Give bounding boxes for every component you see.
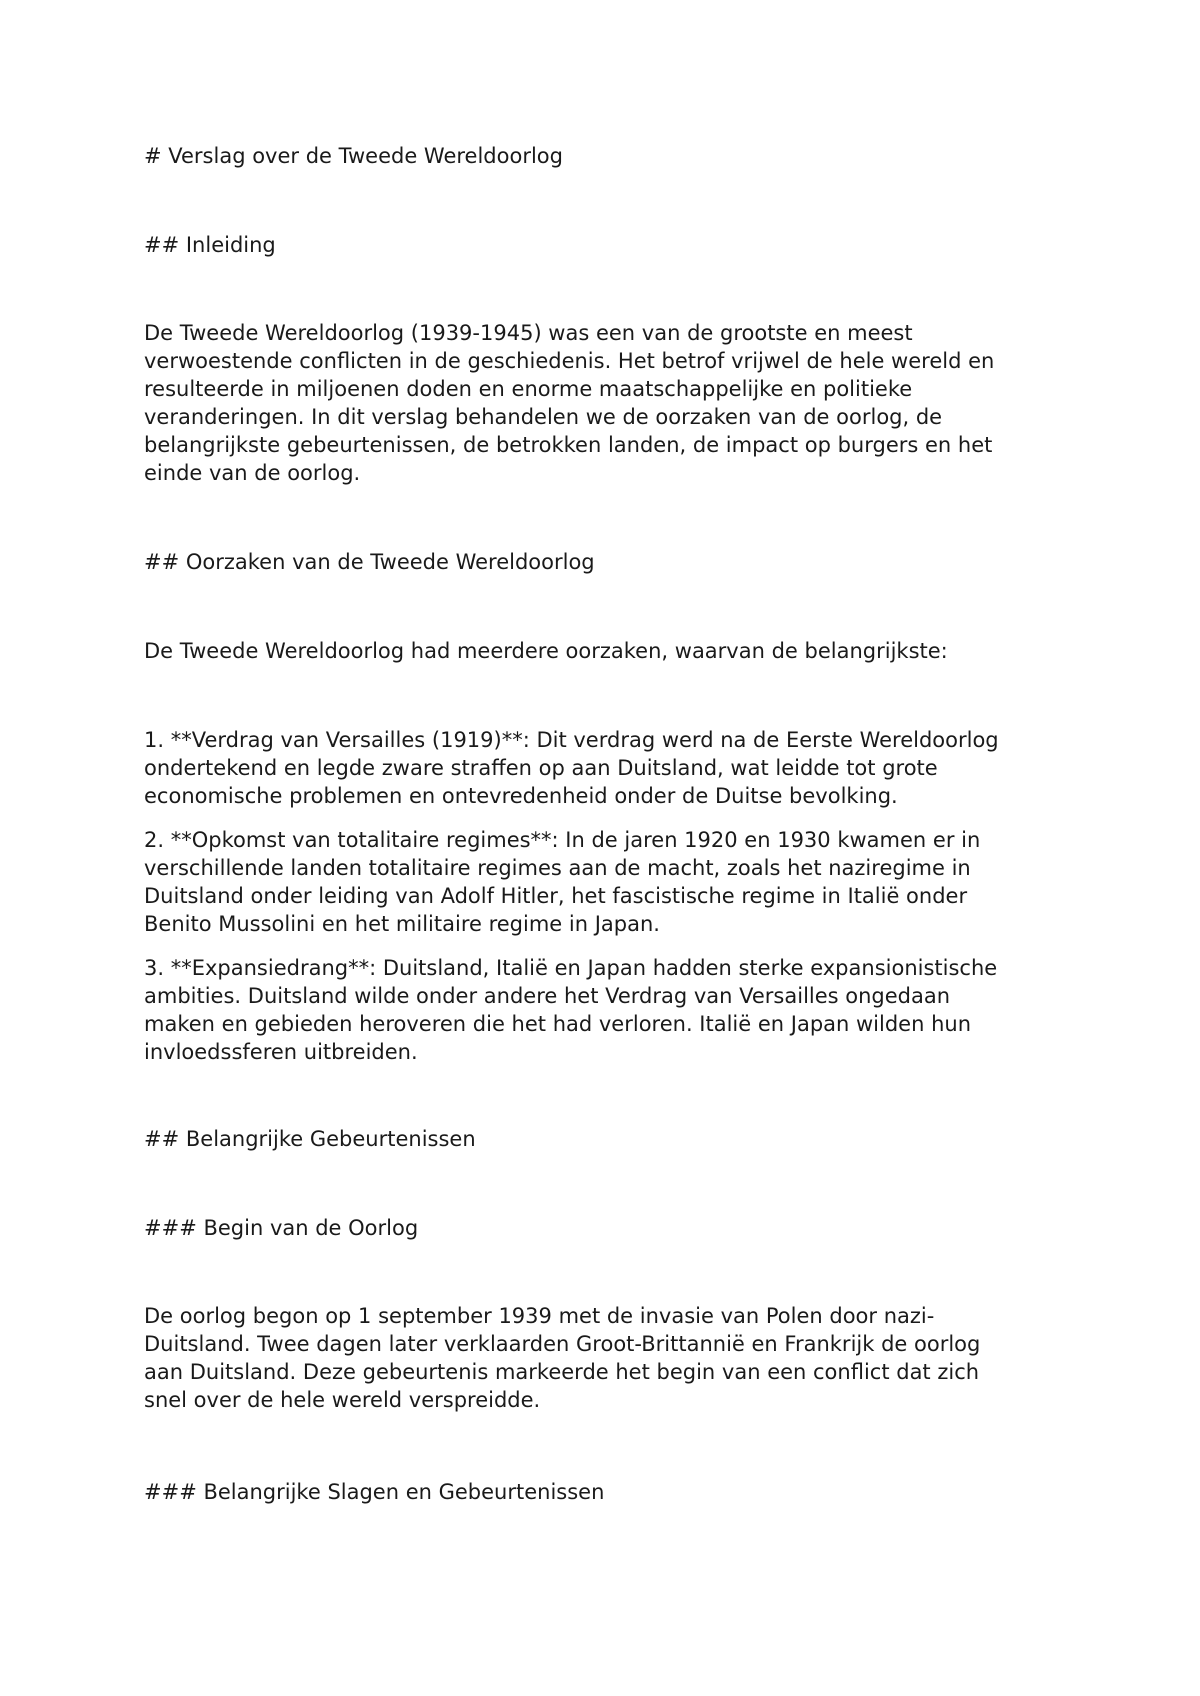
list-item-line: ambities. Duitsland wilde onder andere het Verdrag van Versailles ongedaan xyxy=(144,984,951,1008)
begin-paragraph xyxy=(144,1302,1064,1414)
paragraph-line: De Tweede Wereldoorlog (1939-1945) was een van de grootste en meest xyxy=(144,321,913,345)
oorzaken-intro xyxy=(144,637,1064,665)
list-item-line: maken en gebieden heroveren die het had verloren. Italië en Japan wilden hun xyxy=(144,1012,972,1036)
list-item-line: invloedssferen uitbreiden. xyxy=(144,1040,418,1064)
section-heading-inleiding xyxy=(144,231,1064,259)
heading-text: ## Inleiding xyxy=(144,233,276,257)
section-heading-oorzaken xyxy=(144,548,1064,576)
heading-text: ### Belangrijke Slagen en Gebeurtenissen xyxy=(144,1480,605,1504)
list-item-line: Benito Mussolini en het militaire regime in Japan. xyxy=(144,912,660,936)
heading-text: ## Oorzaken van de Tweede Wereldoorlog xyxy=(144,550,595,574)
paragraph-line: snel over de hele wereld verspreidde. xyxy=(144,1388,541,1412)
list-item xyxy=(144,954,1064,1066)
subsection-heading-begin xyxy=(144,1214,1064,1242)
list-item-line: ondertekend en legde zware straffen op aan Duitsland, wat leidde tot grote xyxy=(144,756,938,780)
paragraph-line: aan Duitsland. Deze gebeurtenis markeerde het begin van een conflict dat zich xyxy=(144,1360,980,1384)
paragraph-line: De oorlog begon op 1 september 1939 met de invasie van Polen door nazi- xyxy=(144,1304,935,1328)
paragraph-line: veranderingen. In dit verslag behandelen we de oorzaken van de oorlog, de xyxy=(144,405,943,429)
heading-text: ## Belangrijke Gebeurtenissen xyxy=(144,1127,476,1151)
paragraph-line: einde van de oorlog. xyxy=(144,461,361,485)
list-item xyxy=(144,826,1064,938)
list-item-line: Duitsland onder leiding van Adolf Hitler, het fascistische regime in Italië onder xyxy=(144,884,968,908)
section-heading-gebeurtenissen xyxy=(144,1125,1064,1153)
inleiding-paragraph xyxy=(144,319,1064,487)
heading-text: ### Begin van de Oorlog xyxy=(144,1216,419,1240)
list-item-line: verschillende landen totalitaire regimes aan de macht, zoals het naziregime in xyxy=(144,856,971,880)
list-item-line: economische problemen en ontevredenheid onder de Duitse bevolking. xyxy=(144,784,898,808)
paragraph-line: De Tweede Wereldoorlog had meerdere oorzaken, waarvan de belangrijkste: xyxy=(144,639,948,663)
paragraph-line: belangrijkste gebeurtenissen, de betrokken landen, de impact op burgers en het xyxy=(144,433,993,457)
list-item-line: 2. **Opkomst van totalitaire regimes**: In de jaren 1920 en 1930 kwamen er in xyxy=(144,828,981,852)
paragraph-line: Duitsland. Twee dagen later verklaarden Groot-Brittannië en Frankrijk de oorlog xyxy=(144,1332,981,1356)
paragraph-line: verwoestende conflicten in de geschiedenis. Het betrof vrijwel de hele wereld en xyxy=(144,349,995,373)
title-text: # Verslag over de Tweede Wereldoorlog xyxy=(144,144,563,168)
subsection-heading-slagen xyxy=(144,1478,1064,1506)
list-item xyxy=(144,726,1064,810)
list-item-line: 1. **Verdrag van Versailles (1919)**: Dit verdrag werd na de Eerste Wereldoorlog xyxy=(144,728,999,752)
list-item-line: 3. **Expansiedrang**: Duitsland, Italië en Japan hadden sterke expansionistische xyxy=(144,956,998,980)
document-title xyxy=(144,142,1064,170)
paragraph-line: resulteerde in miljoenen doden en enorme maatschappelijke en politieke xyxy=(144,377,913,401)
